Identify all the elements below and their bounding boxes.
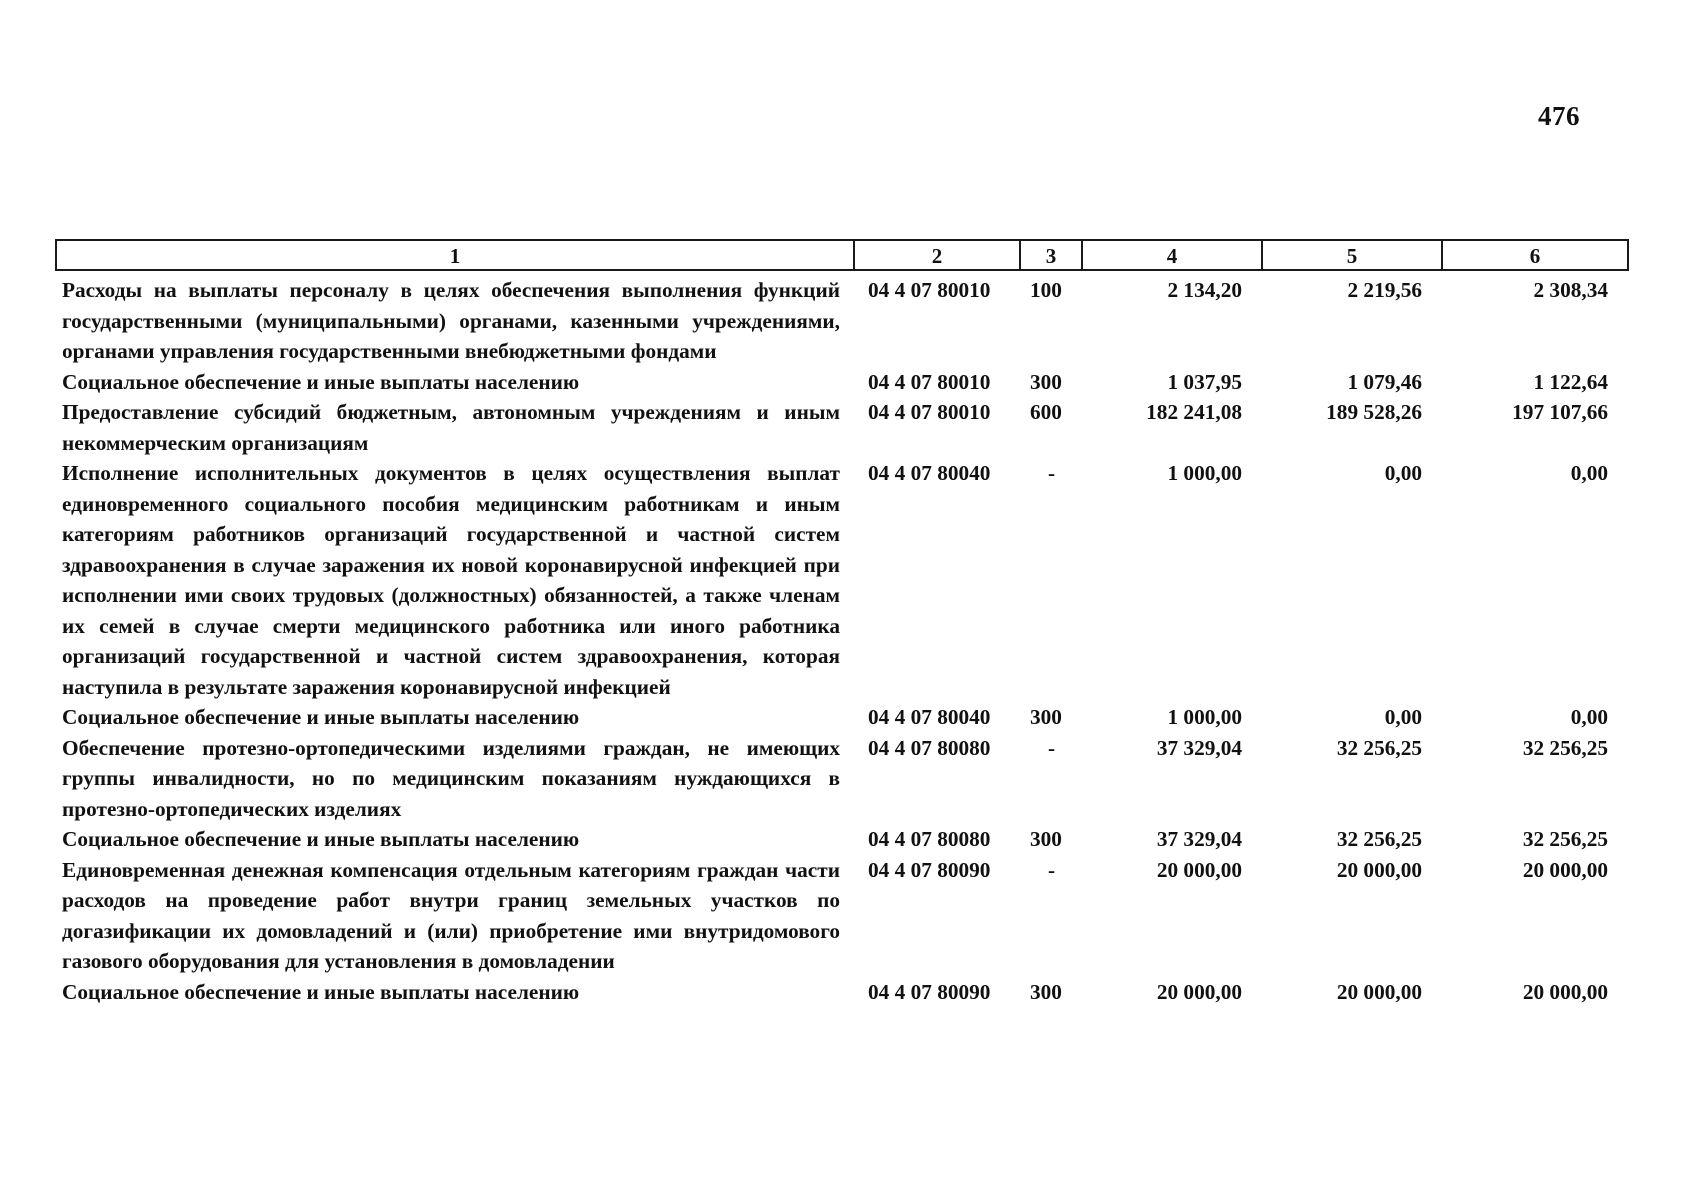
row-amount-1: 182 241,08 — [1146, 400, 1242, 424]
row-name: Расходы на выплаты персоналу в целях обеспечения выполнения функций государственными (муниципальными) органами, казенными учреждениями, органами управления государственными внебюджетными фондами — [62, 278, 840, 363]
row-amount-3: 0,00 — [1570, 461, 1608, 485]
row-amount-1: 2 134,20 — [1167, 278, 1242, 302]
row-amount-1: 1 000,00 — [1167, 705, 1242, 729]
header-row — [56, 240, 1628, 270]
page-number: 476 — [1538, 101, 1580, 131]
row-name: Социальное обеспечение и иные выплаты населению — [62, 705, 580, 729]
table-row — [56, 702, 1628, 733]
row-amount-2: 0,00 — [1384, 705, 1422, 729]
row-expense-type: 600 — [1030, 400, 1062, 424]
row-amount-2: 32 256,25 — [1336, 735, 1422, 760]
row-amount-3: 1 122,64 — [1533, 369, 1608, 394]
table-row — [56, 367, 1628, 398]
row-amount-2: 32 256,25 — [1336, 827, 1422, 851]
row-amount-3: 2 308,34 — [1533, 278, 1608, 302]
row-name: Единовременная денежная компенсация отдельным категориям граждан части расходов на проведение работ внутри границ земельных участков по догазификации их домовладений и (или) приобретение ими внутридомового газового оборудования для установления в домовладении — [62, 857, 840, 973]
row-amount-1: 37 329,04 — [1156, 827, 1242, 851]
table-row — [56, 397, 1628, 458]
row-amount-1: 37 329,04 — [1156, 735, 1242, 760]
column-header-amount-2: 5 — [1262, 240, 1442, 270]
table-body — [56, 270, 1628, 1007]
row-amount-3: 20 000,00 — [1522, 979, 1608, 1004]
column-header-amount-1: 4 — [1082, 240, 1262, 270]
row-amount-2: 2 219,56 — [1347, 278, 1422, 302]
row-amount-1: 20 000,00 — [1156, 857, 1242, 882]
row-amount-3: 197 107,66 — [1512, 400, 1608, 424]
row-name: Исполнение исполнительных документов в целях осуществления выплат единовременного социального пособия медицинским работникам и иным категориям работников организаций государственной и частной систем здравоохранения в случае заражения их новой коронавирусной инфекцией при исполнении ими своих трудовых (должностных) обязанностей, а также членам их семей в случае смерти медицинского работника или иного работника организаций государственной и частной систем здравоохранения, которая наступила в результате заражения коронавирусной инфекцией — [62, 461, 840, 699]
row-code: 04 4 07 80010 — [868, 278, 991, 302]
table-row — [56, 824, 1628, 855]
row-code: 04 4 07 80090 — [868, 979, 991, 1004]
row-amount-3: 0,00 — [1570, 705, 1608, 729]
column-header-name: 1 — [56, 240, 854, 270]
row-code: 04 4 07 80040 — [868, 705, 991, 729]
row-expense-type: 300 — [1030, 827, 1062, 851]
row-expense-type: - — [1048, 735, 1056, 760]
row-amount-2: 1 079,46 — [1347, 369, 1422, 394]
row-name: Социальное обеспечение и иные выплаты населению — [62, 369, 580, 394]
row-expense-type: - — [1048, 461, 1056, 485]
column-header-amount-3: 6 — [1442, 240, 1628, 270]
table-row — [56, 733, 1628, 825]
row-expense-type: - — [1048, 857, 1056, 882]
row-expense-type: 300 — [1030, 979, 1062, 1004]
row-amount-1: 1 037,95 — [1167, 369, 1242, 394]
row-amount-2: 20 000,00 — [1336, 979, 1422, 1004]
budget-table — [55, 239, 1629, 1007]
column-header-expense-type: 3 — [1020, 240, 1082, 270]
row-amount-1: 1 000,00 — [1167, 461, 1242, 485]
row-code: 04 4 07 80010 — [868, 400, 991, 424]
column-header-code: 2 — [854, 240, 1020, 270]
table-row — [56, 270, 1628, 367]
table-row — [56, 458, 1628, 702]
row-amount-2: 0,00 — [1384, 461, 1422, 485]
row-code: 04 4 07 80090 — [868, 857, 991, 882]
table-header — [56, 240, 1628, 270]
row-name: Обеспечение протезно-ортопедическими изделиями граждан, не имеющих группы инвалидности, но по медицинским показаниям нуждающихся в протезно-ортопедических изделиях — [62, 735, 840, 821]
row-amount-2: 189 528,26 — [1326, 400, 1422, 424]
row-amount-3: 32 256,25 — [1522, 735, 1608, 760]
row-expense-type: 300 — [1030, 705, 1062, 729]
row-expense-type: 100 — [1030, 278, 1062, 302]
row-name: Предоставление субсидий бюджетным, автономным учреждениям и иным некоммерческим организациям — [62, 400, 840, 455]
row-amount-2: 20 000,00 — [1336, 857, 1422, 882]
budget-table-container — [55, 239, 1627, 1007]
row-code: 04 4 07 80080 — [868, 735, 991, 760]
row-code: 04 4 07 80010 — [868, 369, 991, 394]
row-code: 04 4 07 80040 — [868, 461, 991, 485]
row-name: Социальное обеспечение и иные выплаты населению — [62, 827, 580, 851]
row-code: 04 4 07 80080 — [868, 827, 991, 851]
row-expense-type: 300 — [1030, 369, 1062, 394]
row-amount-3: 32 256,25 — [1522, 827, 1608, 851]
row-amount-3: 20 000,00 — [1522, 857, 1608, 882]
row-amount-1: 20 000,00 — [1156, 979, 1242, 1004]
table-row — [56, 977, 1628, 1008]
row-name: Социальное обеспечение и иные выплаты населению — [62, 979, 580, 1004]
table-row — [56, 855, 1628, 977]
